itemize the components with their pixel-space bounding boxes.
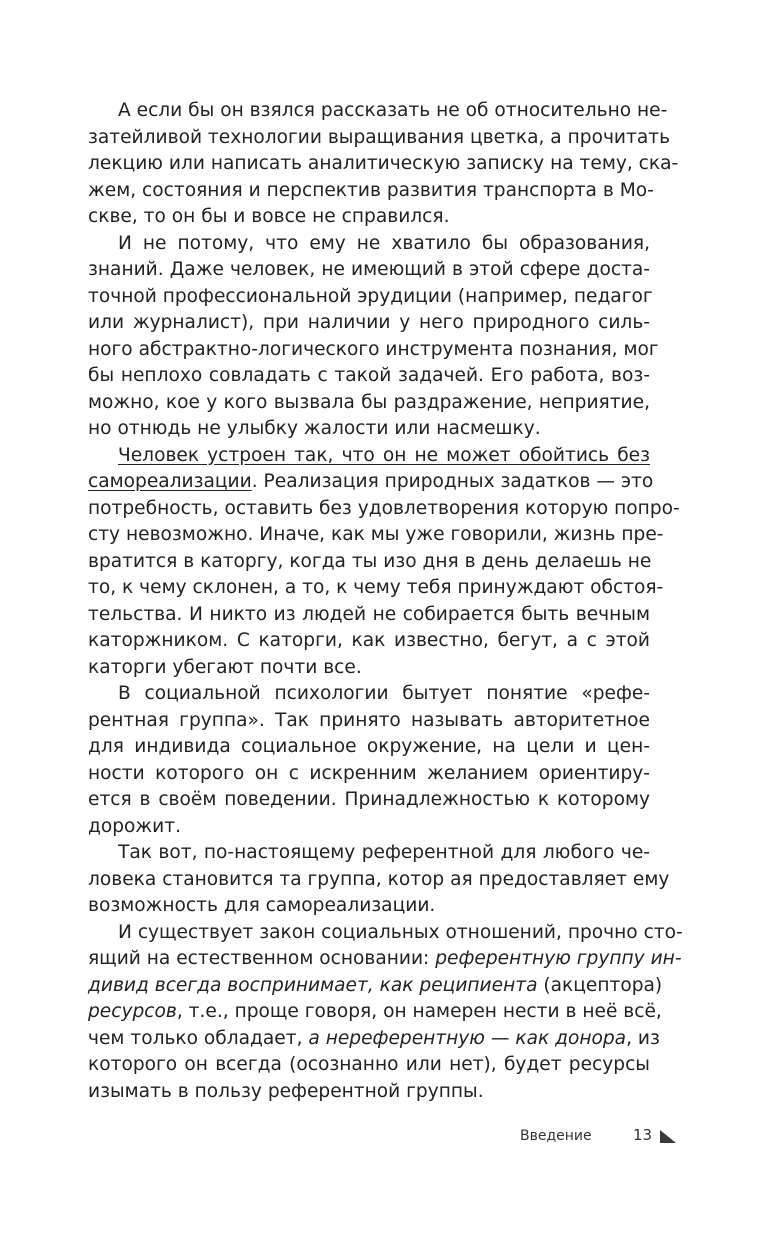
text-line: точной профессиональной эрудиции (например, педагог [88,285,653,307]
text-line: то, к чему склонен, а то, к чему тебя принуждают обстоя- [88,577,664,598]
text-line: А если бы он взялся рассказать не об относительно не- [118,100,668,121]
text-line [88,469,654,496]
text-line: или журналист), при наличии у него природного силь- [88,312,650,333]
text-line: каторжником. С каторги, как известно, бегут, а с этой [88,630,650,651]
text-line: можно, кое у кого вызвала бы раздражение, неприятие, [88,391,650,413]
running-footer-section: Введение [520,1128,592,1144]
corner-triangle-icon [660,1130,676,1143]
text-line: изымать в пользу референтной группы. [88,1080,484,1102]
text-line: скве, то он бы и вовсе не справился. [88,206,450,227]
italic-text: референтную группу ин- [435,948,682,969]
text-line: для индивида социальное окружение, на цели и цен- [88,736,650,757]
text-span: , из [626,1027,660,1049]
text-line [88,999,662,1026]
text-line: лекцию или написать аналитическую записку на тему, ска- [88,153,679,174]
text-line: бы неплохо совладать с такой задачей. Его работа, воз- [88,365,650,386]
text-line: знаний. Даже человек, не имеющий в этой сфере доста- [88,259,650,280]
text-span: ящий на естественном основании: [88,948,436,969]
text-line: рентная группа». Так принято называть авторитетное [88,709,650,731]
text-line [88,443,650,470]
text-span: , т.е., проще говоря, он намерен нести в неё всё, [176,1001,662,1022]
italic-text: ресурсов [88,1001,177,1022]
text-line: ности которого он с искренним желанием ориентиру- [88,762,650,784]
corner-triangle-shape [660,1130,676,1143]
text-line [88,946,682,973]
body-text [88,98,683,1105]
text-line: ется в своём поведении. Принадлежностью к которому [88,789,650,810]
text-line [88,1026,660,1053]
page-number: 13 [633,1126,653,1144]
text-line: ного абстрактно-логического инструмента познания, мог [88,338,659,360]
text-line: затейливой технологии выращивания цветка, а прочитать [88,126,671,148]
text-span: . Реализация природных задатков — это [251,471,654,492]
text-line: В социальной психологии бытует понятие «рефе- [118,683,650,704]
text-line: сту невозможно. Иначе, как мы уже говорили, жизнь пре- [88,524,664,545]
text-line: Так вот, по-настоящему референтной для любого че- [118,842,650,863]
italic-text: а нереферентную — как донора [308,1027,627,1049]
text-span: чем только обладает, [88,1027,309,1049]
text-line: тельства. И никто из людей не собирается быть вечным [88,603,650,625]
underlined-text: самореализации [88,471,252,492]
text-line: вратится в каторгу, когда ты изо дня в день делаешь не [88,550,652,572]
text-line: но отнюдь не улыбку жалости или насмешку. [88,418,541,439]
text-line [88,973,663,1000]
italic-text: дивид всегда воспринимает, как реципиента [88,974,538,996]
text-line: каторги убегают почти все. [88,656,362,678]
text-line: И не потому, что ему не хватило бы образования, [118,232,650,254]
text-span: (акцептора) [537,974,663,996]
text-line: потребность, оставить без удовлетворения которую попро- [88,497,680,519]
text-line: ловека становится та группа, котор ая предоставляет ему [88,868,670,890]
underlined-text: Человек устроен так, что он не может обойтись без [118,444,650,466]
text-line: которого он всегда (осознанно или нет), будет ресурсы [88,1054,650,1075]
text-line: И существует закон социальных отношений, прочно сто- [118,921,683,943]
text-line: возможность для самореализации. [88,895,436,916]
text-line: дорожит. [88,815,181,837]
text-line: жем, состояния и перспектив развития транспорта в Мо- [88,179,654,201]
